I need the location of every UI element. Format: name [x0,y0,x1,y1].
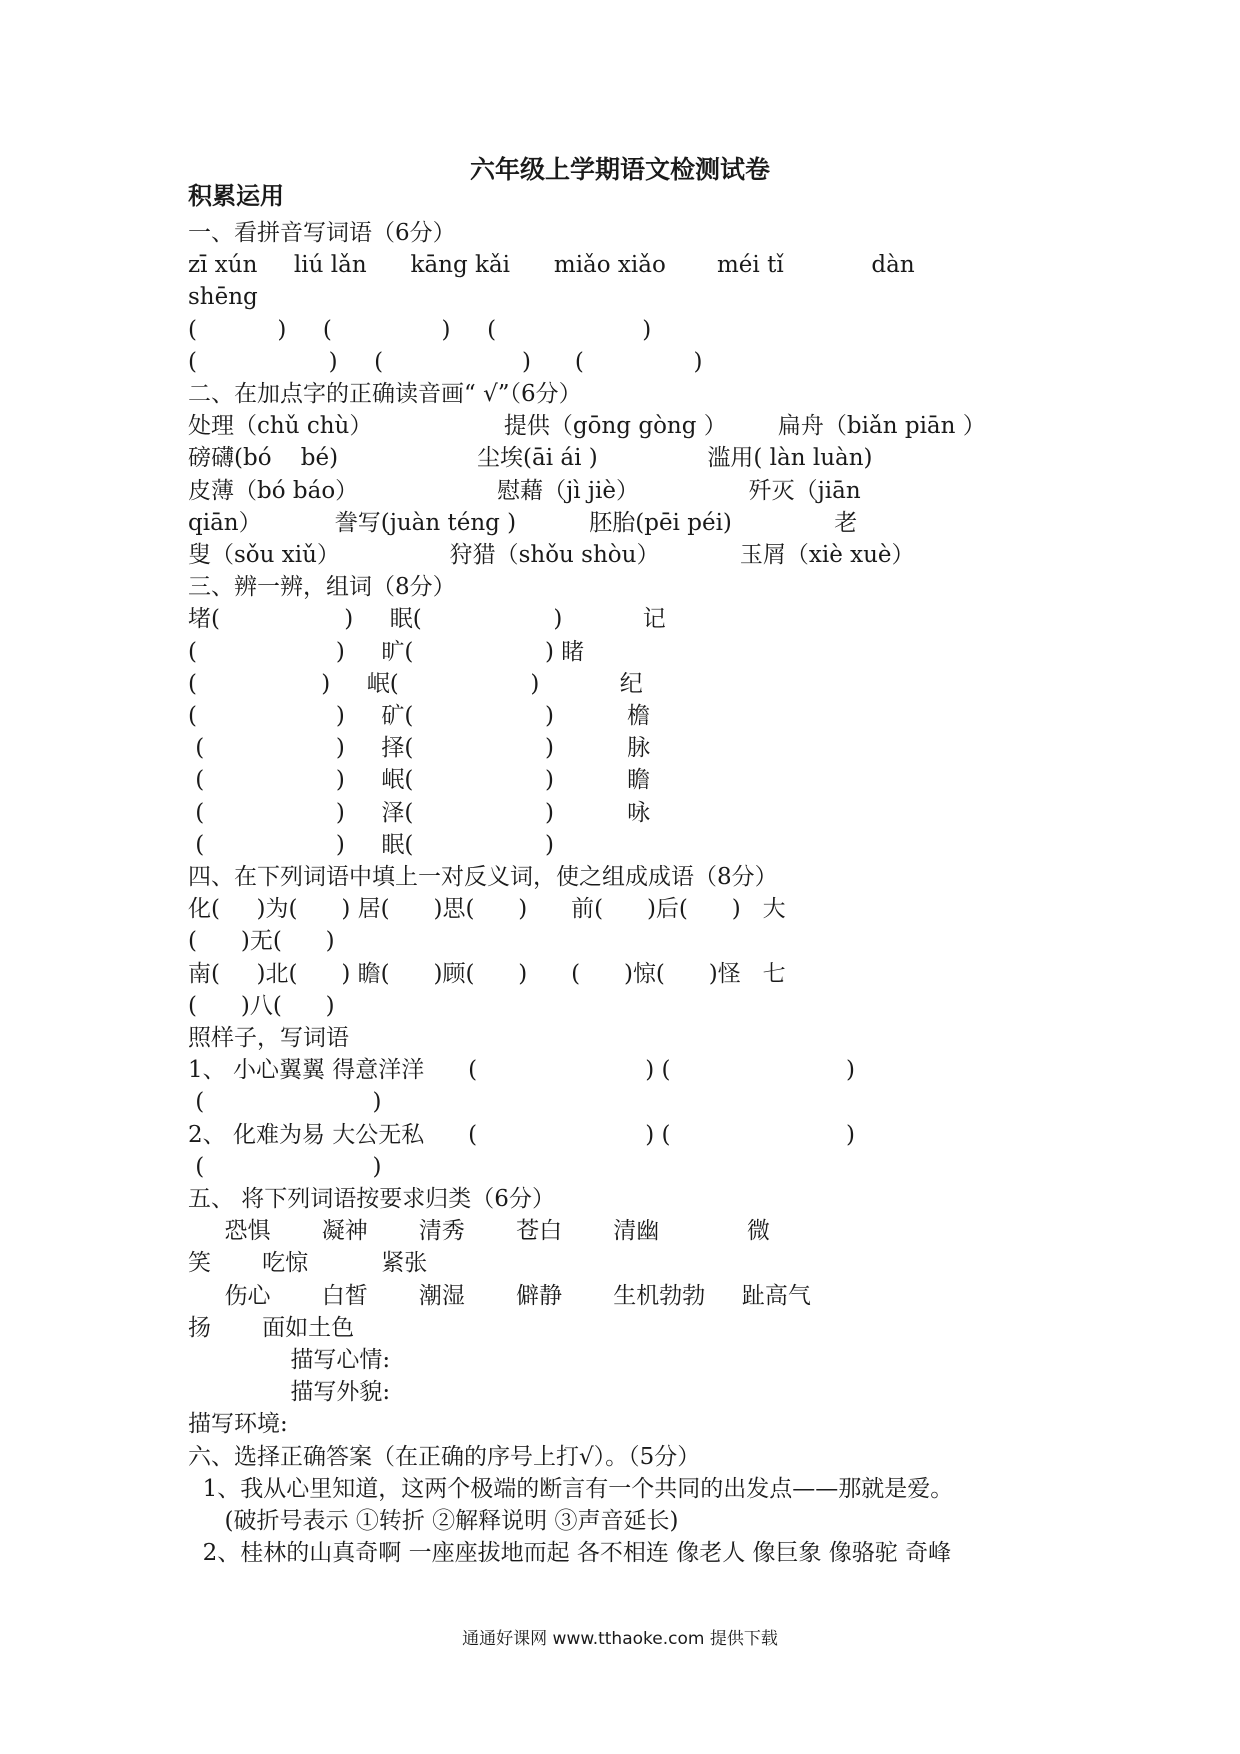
exam-line: 描写心情: [188,1347,391,1373]
exam-line: 照样子，写词语 [188,1025,349,1051]
exam-line: ( ) 岷( ) 纪 [188,670,643,697]
exam-line: 2、 化难为易 大公无私 ( ) ( ) [188,1121,855,1148]
exam-line: shēng [188,284,258,311]
exam-line: ( ) 岷( ) 瞻 [188,767,651,794]
exam-line: 五、 将下列词语按要求归类（6分） [188,1186,555,1212]
exam-line: 一、看拼音写词语（6分） [188,220,456,246]
exam-line: ( ) ( ) ( ) [188,316,652,343]
section-heading: 积累运用 [188,182,284,210]
exam-line: 2、桂林的山真奇啊 一座座拔地而起 各不相连 像老人 像巨象 像骆驼 奇峰 [188,1540,952,1567]
exam-line: 南( )北( ) 瞻( )顾( ) ( )惊( )怪 七 [188,960,786,987]
exam-line: 堵( ) 眠( ) 记 [188,606,666,633]
exam-line: zī xún liú lǎn kāng kǎi miǎo xiǎo méi tǐ dàn [188,252,915,279]
exam-line: 扬 面如土色 [188,1314,355,1341]
exam-line: 皮薄（bó báo） 慰藉（jì jiè） 歼灭（jiān [188,477,861,504]
exam-line: ( ) 择( ) 脉 [188,735,651,762]
exam-line: 二、在加点字的正确读音画“ √”（6分） [188,381,582,407]
exam-line: 六、选择正确答案（在正确的序号上打√）。（5分） [188,1443,701,1470]
exam-line: 磅礴(bó bé) 尘埃(āi ái ) 滥用( làn luàn) [188,445,873,472]
exam-line: 恐惧 凝神 清秀 苍白 清幽 微 [188,1218,770,1245]
page-footer: 通通好课网 www.tthaoke.com 提供下载 [462,1629,778,1649]
exam-line: ( ) 泽( ) 咏 [188,799,651,826]
exam-line: 笑 吃惊 紧张 [188,1250,428,1277]
exam-line: 描写环境: [188,1411,288,1438]
exam-line: 1、 小心翼翼 得意洋洋 ( ) ( ) [188,1057,855,1084]
exam-line: 四、在下列词语中填上一对反义词，使之组成成语（8分） [188,864,778,890]
exam-line: ( )无( ) [188,928,335,955]
exam-line: 伤心 白皙 潮湿 僻静 生机勃勃 趾高气 [188,1282,811,1309]
exam-line: 三、辨一辨，组词（8分） [188,574,456,601]
exam-line: ( ) [188,1153,382,1180]
exam-line: 处理（chǔ chù） 提供（gōng gòng ） 扁舟（biǎn piān ） [188,413,986,440]
exam-line: 叟（sǒu xiǔ） 狩猎（shǒu shòu） 玉屑（xiè xuè） [188,542,915,568]
exam-line: 描写外貌: [188,1379,391,1406]
exam-line: ( ) 眠( ) [188,831,554,858]
exam-line: qiān） 誊写(juàn téng ) 胚胎(pēi péi) 老 [188,509,858,536]
page-title: 六年级上学期语文检测试卷 [469,155,770,184]
exam-line: 化( )为( ) 居( )思( ) 前( )后( ) 大 [188,896,786,923]
exam-line: ( ) [188,1089,382,1116]
exam-line: 1、我从心里知道，这两个极端的断言有一个共同的出发点——那就是爱。 [188,1475,954,1502]
exam-line: (破折号表示 ①转折 ②解释说明 ③声音延长) [188,1508,679,1534]
exam-line: ( ) 矿( ) 檐 [188,703,651,729]
exam-line: ( ) ( ) ( ) [188,348,703,375]
exam-line: ( ) 旷( ) 睹 [188,638,585,665]
exam-line: ( )八( ) [188,992,335,1019]
